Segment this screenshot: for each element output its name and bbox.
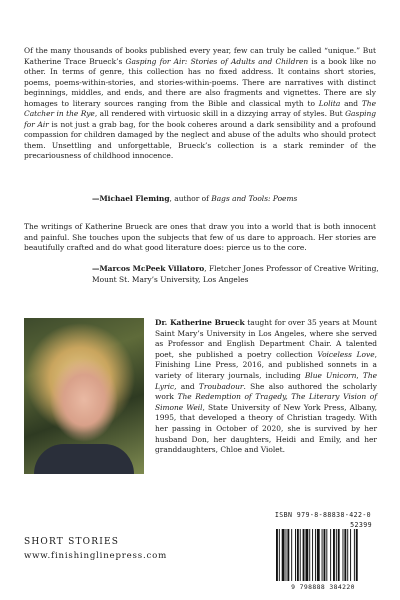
genre-label: SHORT STORIES: [24, 537, 120, 547]
barcode-bar: [356, 529, 358, 581]
isbn-number: ISBN 979-8-88838-422-0: [274, 511, 372, 519]
barcode-bar: [305, 529, 308, 581]
barcode-bar: [317, 529, 320, 581]
barcode-bar: [276, 529, 278, 581]
barcode-bar: [295, 529, 296, 581]
review-fleming-attribution: —Michael Fleming, author of Bags and Tools: Poems: [92, 194, 298, 203]
barcode-bar: [336, 529, 337, 581]
barcode-bar: [322, 529, 323, 581]
author-photo: [24, 318, 144, 474]
barcode-bar: [282, 529, 285, 581]
barcode-bar: [347, 529, 348, 581]
publisher-website: www.finishinglinepress.com: [24, 551, 168, 561]
barcode-bar: [350, 529, 351, 581]
barcode-bar: [343, 529, 344, 581]
barcode-bar: [324, 529, 326, 581]
review-villatoro: The writings of Katherine Brueck are ones that draw you into a world that is both innocent and painful. She touches upon the subjects that few of us dare to approach. Her stories are beautifully crafted and do what good literature does: pierce us to the core.: [24, 222, 376, 253]
barcode-bar: [279, 529, 280, 581]
barcode-bar: [291, 529, 292, 581]
barcode-bar: [330, 529, 331, 581]
review-villatoro-attribution: —Marcos McPeek Villatoro, Fletcher Jones Professor of Creative Writing,: [92, 264, 379, 273]
isbn-barcode: [270, 511, 376, 591]
barcode-bar: [326, 529, 327, 581]
barcode-digits: 9 798888 384220: [291, 583, 355, 591]
barcode-bar: [287, 529, 289, 581]
barcode-bar: [303, 529, 305, 581]
barcode-bar: [344, 529, 346, 581]
barcode-bars: [270, 529, 376, 583]
author-bio: Dr. Katherine Brueck taught for over 35 years at Mount Saint Mary’s University in Los Angeles, where she served as Professor and English Department Chair. A talented poet, she published a poetry collection Voiceless Love, Finishing Line Press, 2016, and published sonnets in a variety of literary journals, including Blue Unicorn, The Lyric, and Troubadour. She also authored the scholarly work The Redemption of Tragedy, The Literary Vision of Simone Weil, State University of New York Press, Albany, 1995, that developed a theory of Christian tragedy. With her passing in October of 2020, she is survived by her husband Don, her daughters, Heidi and Emily, and her granddaughters, Chloe and Violet.: [155, 318, 378, 455]
barcode-bar: [312, 529, 313, 581]
barcode-bar: [333, 529, 335, 581]
barcode-bar: [300, 529, 301, 581]
review-villatoro-affiliation: Mount St. Mary’s University, Los Angeles: [92, 275, 249, 284]
barcode-bar: [338, 529, 340, 581]
price-code: 52399: [350, 521, 372, 529]
barcode-bar: [297, 529, 299, 581]
barcode-bar: [286, 529, 287, 581]
barcode-bar: [309, 529, 310, 581]
barcode-bar: [315, 529, 316, 581]
review-fleming: Of the many thousands of books published every year, few can truly be called “unique.” But Katherine Trace Brueck’s Gasping for Air: Stories of Adults and Children is a book like no other. In terms of genre, this collection has no fixed address. It contains short stories, poems, poems-within-stories, and stories-within-poems. There are narratives with distinct beginnings, middles, and ends, and there are also fragments and vignettes. There are sly homages to literary sources ranging from the Bible and classical myth to Lolita and The Catcher in the Rye, all rendered with virtuosic skill in a dizzying array of styles. But Gasping for Air is not just a grab bag, for the book coheres around a dark sensibility and a profound compassion for children damaged by the neglect and abuse of the adults who should protect them. Unsettling and unforgettable, Brueck’s collection is a stark reminder of the precariousness of childhood innocence.: [24, 46, 377, 161]
barcode-bar: [354, 529, 355, 581]
